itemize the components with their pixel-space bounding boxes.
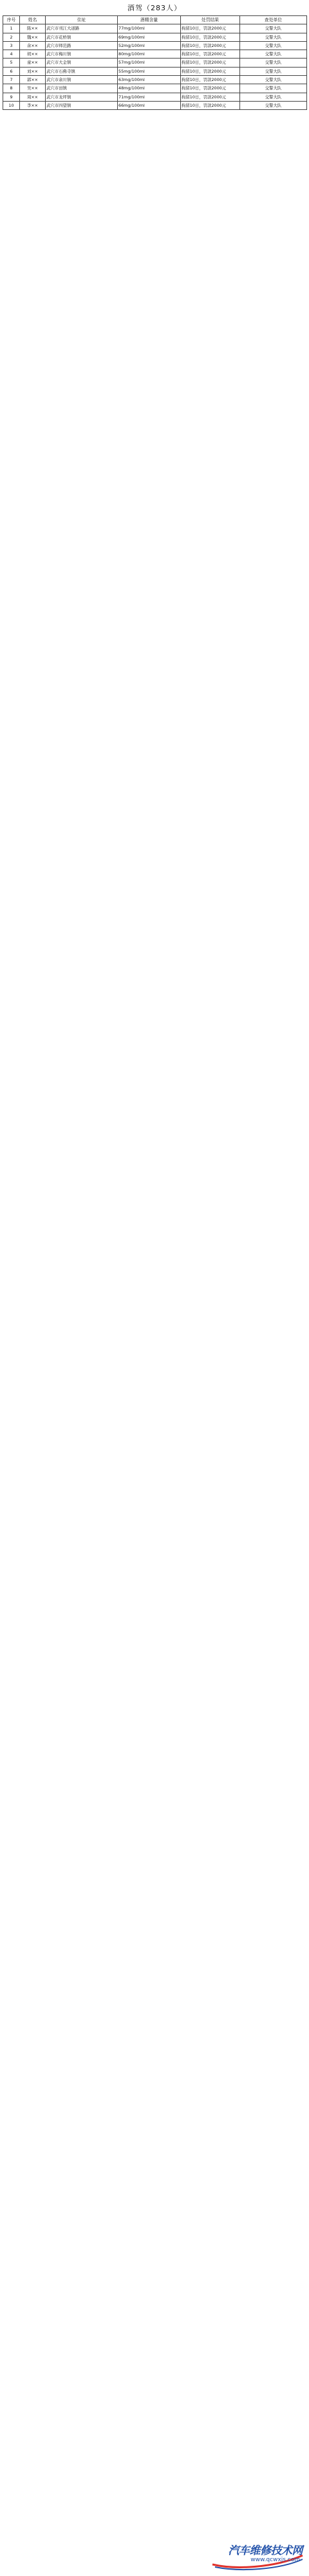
cell-unit: 交警大队 [240,93,307,101]
cell-name: 刘×× [20,67,46,75]
cell-bac: 71mg/100ml [118,93,181,101]
cell-addr: 武穴市石佛寺镇 [46,67,118,75]
table-body [3,24,307,110]
table-row [3,101,307,109]
cell-unit: 交警大队 [240,84,307,93]
column-header-unit: 查处单位 [240,16,307,24]
cell-name: 余×× [20,41,46,50]
column-header-name: 姓名 [20,16,46,24]
cell-result: 拘留10日，罚款2000元 [181,33,240,41]
column-header-address: 住址 [46,16,118,24]
cell-addr: 武穴市四望镇 [46,101,118,109]
cell-bac: 48mg/100ml [118,84,181,93]
cell-no: 4 [3,50,20,59]
table-row [3,59,307,67]
column-header-no: 序号 [3,16,20,24]
cell-name: 魏×× [20,33,46,41]
cell-addr: 武穴市龙坪镇 [46,93,118,101]
cell-name: 李×× [20,101,46,109]
cell-bac: 77mg/100ml [118,24,181,33]
cell-unit: 交警大队 [240,41,307,50]
cell-addr: 武穴市花桥镇 [46,33,118,41]
cell-unit: 交警大队 [240,50,307,59]
cell-name: 吴×× [20,84,46,93]
cell-no: 8 [3,84,20,93]
cell-no: 6 [3,67,20,75]
cell-bac: 52mg/100ml [118,41,181,50]
column-header-alcohol: 酒精含量 [118,16,181,24]
cell-unit: 交警大队 [240,59,307,67]
cell-name: 郭×× [20,76,46,84]
table-row [3,93,307,101]
cell-name: 周×× [20,93,46,101]
cell-bac: 69mg/100ml [118,33,181,41]
cell-unit: 交警大队 [240,76,307,84]
table-row [3,76,307,84]
cell-result: 拘留10日，罚款2000元 [181,67,240,75]
cell-name: 胡×× [20,50,46,59]
cell-bac: 57mg/100ml [118,59,181,67]
cell-no: 2 [3,33,20,41]
cell-no: 7 [3,76,20,84]
cell-addr: 武穴市田镇 [46,84,118,93]
table-row [3,33,307,41]
watermark-url: www.qcwxjs.com [250,2557,300,2563]
cell-name: 陈×× [20,24,46,33]
cell-result: 拘留10日，罚款2000元 [181,76,240,84]
cell-result: 拘留10日，罚款2000元 [181,93,240,101]
cell-addr: 武穴市师范路 [46,41,118,50]
cell-no: 9 [3,93,20,101]
table-header-row [3,16,307,24]
cell-unit: 交警大队 [240,67,307,75]
cell-no: 5 [3,59,20,67]
cell-no: 3 [3,41,20,50]
table-row [3,50,307,59]
table-row [3,67,307,75]
cell-result: 拘留10日，罚款2000元 [181,101,240,109]
column-header-penalty: 处罚结果 [181,16,240,24]
cell-unit: 交警大队 [240,101,307,109]
cell-result: 拘留10日，罚款2000元 [181,50,240,59]
cell-result: 拘留10日，罚款2000元 [181,84,240,93]
cell-result: 拘留10日，罚款2000元 [181,59,240,67]
cell-no: 1 [3,24,20,33]
document-sheet [3,1,306,110]
cell-result: 拘留10日，罚款2000元 [181,24,240,33]
site-watermark-logo [209,2536,305,2571]
cell-addr: 武穴市余川镇 [46,76,118,84]
cell-no: 10 [3,101,20,109]
cell-name: 童×× [20,59,46,67]
watermark-text: 汽车维修技术网 [228,2544,303,2557]
cell-addr: 武穴市梅川镇 [46,50,118,59]
cell-unit: 交警大队 [240,24,307,33]
cell-result: 拘留10日，罚款2000元 [181,41,240,50]
violation-table [3,15,307,110]
document-title: 酒驾（283人） [127,4,182,12]
table-row [3,24,307,33]
table-row [3,84,307,93]
cell-bac: 63mg/100ml [118,76,181,84]
table-row [3,41,307,50]
cell-unit: 交警大队 [240,33,307,41]
cell-addr: 武穴市刊江大道路 [46,24,118,33]
cell-addr: 武穴市大金镇 [46,59,118,67]
cell-bac: 80mg/100ml [118,50,181,59]
cell-bac: 66mg/100ml [118,101,181,109]
cell-bac: 55mg/100ml [118,67,181,75]
